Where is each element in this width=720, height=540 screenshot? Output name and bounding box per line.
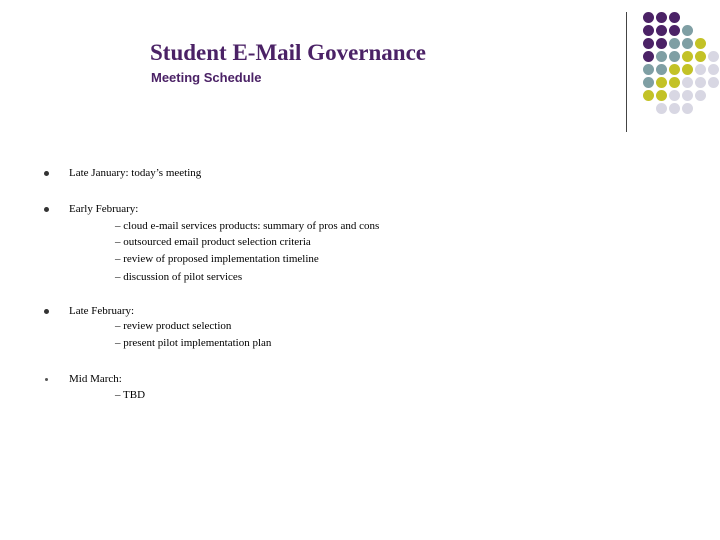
slide-subtitle: Meeting Schedule — [151, 70, 262, 85]
decorative-dot — [656, 25, 667, 36]
schedule-subitem: – TBD — [115, 389, 146, 401]
decorative-dot — [669, 38, 680, 49]
schedule-subitem: – cloud e-mail services products: summary of pros and cons — [115, 220, 380, 232]
schedule-item-label: Early February: — [69, 203, 139, 215]
decorative-dot — [708, 51, 719, 62]
decorative-dot — [656, 12, 667, 23]
decorative-dot — [643, 90, 654, 101]
decorative-dot — [682, 25, 693, 36]
decorative-dot — [682, 38, 693, 49]
decorative-dot — [695, 38, 706, 49]
bullet-icon — [44, 309, 49, 314]
decorative-dot — [656, 90, 667, 101]
schedule-item-label: Mid March: — [69, 373, 122, 385]
decorative-dot — [669, 64, 680, 75]
decorative-dot — [669, 51, 680, 62]
slide-title: Student E-Mail Governance — [150, 40, 426, 65]
decorative-dot — [656, 38, 667, 49]
decorative-dot — [669, 103, 680, 114]
decorative-dot — [643, 77, 654, 88]
schedule-subitem: – present pilot implementation plan — [115, 337, 272, 349]
decorative-dot — [682, 103, 693, 114]
decorative-dot — [643, 51, 654, 62]
decorative-dot — [643, 38, 654, 49]
decorative-dot-grid — [0, 0, 720, 140]
decorative-dot — [682, 64, 693, 75]
decorative-dot — [708, 64, 719, 75]
schedule-subitem: – discussion of pilot services — [115, 271, 243, 283]
decorative-dot — [643, 25, 654, 36]
decorative-dot — [695, 90, 706, 101]
bullet-icon — [44, 171, 49, 176]
schedule-item-label: Late January: today’s meeting — [69, 167, 202, 179]
schedule-item-label: Late February: — [69, 305, 135, 317]
schedule-subitem: – review product selection — [115, 320, 232, 332]
decorative-dot — [656, 51, 667, 62]
decorative-dot — [643, 64, 654, 75]
bullet-icon — [44, 207, 49, 212]
bullet-icon — [45, 378, 48, 381]
decorative-dot — [682, 51, 693, 62]
schedule-subitem: – outsourced email product selection criteria — [115, 236, 311, 248]
decorative-dot — [669, 25, 680, 36]
decorative-dot — [656, 103, 667, 114]
decorative-dot — [643, 12, 654, 23]
decorative-dot — [656, 77, 667, 88]
decorative-dot — [656, 64, 667, 75]
decorative-dot — [695, 51, 706, 62]
decorative-dot — [669, 90, 680, 101]
decorative-dot — [695, 77, 706, 88]
decorative-dot — [682, 77, 693, 88]
decorative-dot — [695, 64, 706, 75]
decorative-dot — [669, 12, 680, 23]
decorative-dot — [708, 77, 719, 88]
decorative-dot — [682, 90, 693, 101]
schedule-subitem: – review of proposed implementation timeline — [115, 253, 319, 265]
decorative-dot — [669, 77, 680, 88]
